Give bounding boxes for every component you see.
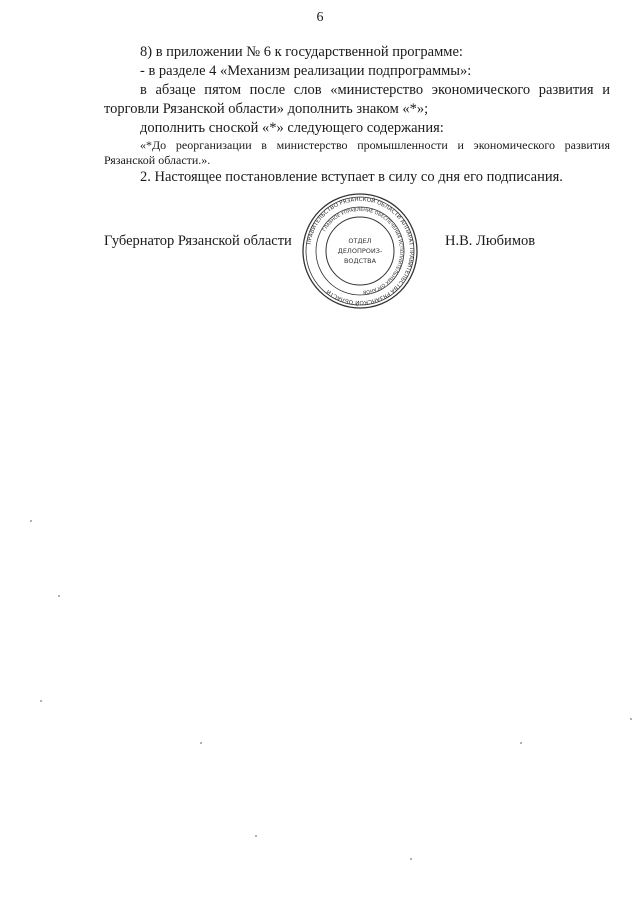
stamp-center-line-2: ДЕЛОПРОИЗ-: [337, 247, 383, 255]
scan-speck: [520, 742, 522, 744]
page-number: 6: [316, 10, 324, 25]
scan-speck: [58, 595, 60, 597]
official-seal-stamp: [300, 191, 420, 311]
stamp-center-line-1: ОТДЕЛ: [348, 237, 372, 245]
stamp-center-line-3: ВОДСТВА: [343, 257, 377, 265]
signature-name: Н.В. Любимов: [445, 233, 536, 249]
scan-speck: [630, 718, 632, 720]
paragraph-footnote-intro: дополнить сноской «*» следующего содержания:: [140, 120, 444, 136]
stamp-outer-text: ПРАВИТЕЛЬСТВО РЯЗАНСКОЙ ОБЛАСТИ АППАРАТ ПРАВИТЕЛЬСТВА РЯЗАНСКОЙ ОБЛАСТИ: [306, 196, 415, 306]
scan-speck: [200, 742, 202, 744]
paragraph-footnote-text: «*До реорганизации в министерство промышленности и экономического развития Рязанской области.».: [104, 138, 610, 167]
scan-speck: [255, 835, 257, 837]
paragraph-section-4: - в разделе 4 «Механизм реализации подпрограммы»:: [140, 63, 472, 79]
stamp-inner-text: ГЛАВНОЕ УПРАВЛЕНИЕ ОБЕСПЕЧЕНИЯ ИСПОЛНИТЕЛЬНЫХ ОРГАНОВ: [322, 207, 404, 294]
document-body: [104, 43, 610, 187]
paragraph-item-8: 8) в приложении № 6 к государственной программе:: [140, 44, 463, 60]
scan-speck: [30, 520, 32, 522]
scan-speck: [40, 700, 42, 702]
signature-position: Губернатор Рязанской области: [104, 233, 292, 249]
paragraph-effective-date: 2. Настоящее постановление вступает в силу со дня его подписания.: [140, 169, 563, 185]
scan-speck: [410, 858, 412, 860]
paragraph-amendment: в абзаце пятом после слов «министерство экономического развития и торговли Рязанской области» дополнить знаком «*»;: [104, 82, 610, 117]
